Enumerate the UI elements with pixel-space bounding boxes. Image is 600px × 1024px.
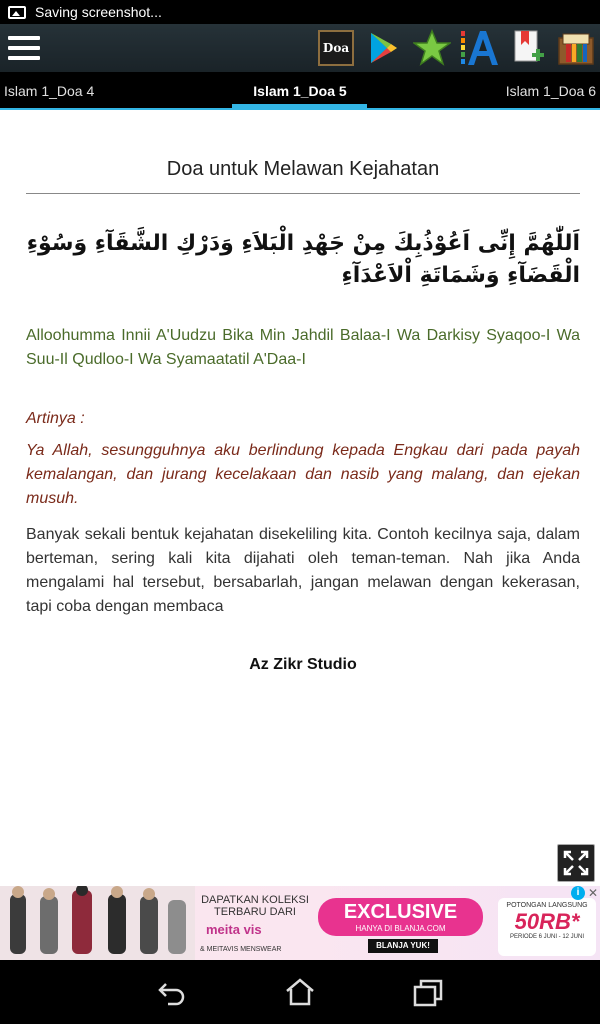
ad-brand: meita vis [206, 922, 262, 937]
recent-apps-button[interactable] [412, 976, 444, 1008]
home-icon [284, 976, 316, 1008]
description-text: Banyak sekali bentuk kejahatan disekeliling kita. Contoh kecilnya saja, dalam berteman, sering kali kita dijahati oleh teman-teman. Nah jika Anda mengalami hal tersebut, bersabarlah, jangan melawan dengan kekerasan, tapi coba dengan membaca [26, 526, 580, 615]
system-nav-bar [0, 960, 600, 1024]
ad-info-icon[interactable]: i [571, 886, 585, 900]
ad-models-image [0, 886, 195, 960]
toolbar [0, 24, 600, 72]
font-icon[interactable] [460, 28, 500, 68]
status-bar [0, 0, 600, 24]
tab-next[interactable]: Islam 1_Doa 6 [505, 83, 596, 99]
content-pane[interactable] [0, 110, 600, 886]
ad-cta-button[interactable]: BLANJA YUK! [368, 939, 438, 953]
ad-sale-box: POTONGAN LANGSUNG 50RB* PERIODE 6 JUNI - 12 JUNI [498, 898, 596, 956]
back-button[interactable] [156, 976, 188, 1008]
title-divider [26, 193, 580, 194]
latin-transliteration: Alloohumma Innii A'Uudzu Bika Min Jahdil Balaa-I Wa Darkisy Syaqoo-I Wa Suu-Il Qudloo-I Wa Syamaatatil A'Daa-I [26, 327, 580, 368]
status-notification: Saving screenshot... [35, 4, 162, 20]
bookmark-add-icon[interactable] [508, 28, 548, 68]
star-icon[interactable] [412, 28, 452, 68]
ad-brand-sub: & MEITAVIS MENSWEAR [200, 946, 282, 953]
play-store-icon[interactable] [364, 28, 404, 68]
toolbar-actions [316, 28, 600, 68]
translation-label: Artinya : [26, 410, 85, 427]
translation-text: Ya Allah, sesungguhnya aku berlindung kepada Engkau dari pada payah kemalangan, dan jurang kecelakaan dan nasib yang malang, dan ejekan musuh. [26, 442, 580, 507]
tab-previous[interactable]: Islam 1_Doa 4 [4, 83, 95, 99]
page-title: Doa untuk Melawan Kejahatan [166, 158, 440, 180]
ad-banner[interactable] [0, 886, 600, 960]
fullscreen-icon [558, 845, 594, 881]
recent-apps-icon [412, 976, 444, 1008]
bookshelf-icon[interactable] [556, 28, 596, 68]
ad-exclusive-badge: EXCLUSIVE HANYA DI BLANJA.COM [318, 898, 483, 936]
tab-current[interactable]: Islam 1_Doa 5 [253, 83, 347, 99]
menu-icon[interactable] [0, 24, 48, 72]
ad-headline: DAPATKAN KOLEKSI TERBARU DARI [201, 894, 309, 918]
fullscreen-button[interactable] [557, 844, 595, 882]
studio-credit: Az Zikr Studio [249, 656, 357, 673]
arabic-prayer-text: اَللّٰهُمَّ إِنِّى اَعُوْذُبِكَ مِنْ جَهْدِ الْبَلاَءِ وَدَرْكِ الشَّقَآءِ وَسُوْءِ الْقَضَآءِ وَشَمَاتَةِ اْلاَعْدَآءِ [26, 231, 580, 288]
tab-strip [0, 72, 600, 110]
ad-close-icon[interactable]: ✕ [587, 886, 599, 900]
book-icon[interactable]: Doa [316, 28, 356, 68]
home-button[interactable] [284, 976, 316, 1008]
back-icon [156, 976, 188, 1008]
screenshot-icon [8, 6, 26, 19]
